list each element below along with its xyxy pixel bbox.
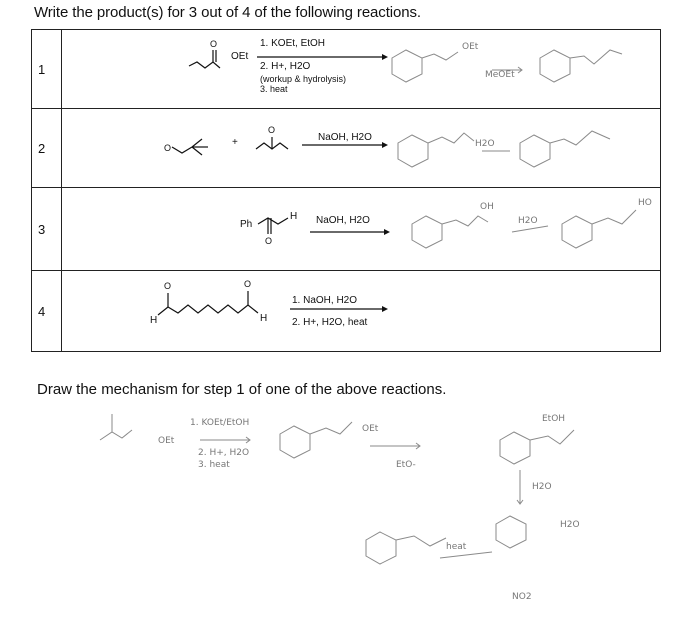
question-title: Write the product(s) for 3 out of 4 of the following reactions. xyxy=(34,4,421,21)
reaction-4-condition-2: 2. H+, H2O, heat xyxy=(292,317,368,328)
reaction-number-1: 1 xyxy=(32,30,62,109)
reaction-4-substrate-label-1: H xyxy=(150,315,158,326)
reaction-row-4 xyxy=(32,271,661,352)
reaction-number-4: 4 xyxy=(32,271,62,352)
reaction-3-condition-1: NaOH, H2O xyxy=(316,215,370,226)
reaction-cell-4 xyxy=(62,271,661,352)
reaction-2-plus: + xyxy=(232,137,238,148)
reaction-row-3 xyxy=(32,188,661,271)
reaction-3-drawing xyxy=(62,188,668,270)
reaction-1-substrate-label: OEt xyxy=(231,51,249,62)
reaction-1-condition-4: 3. heat xyxy=(260,84,288,94)
mechanism-note-2: 1. KOEt/EtOH xyxy=(190,418,250,428)
svg-text:O: O xyxy=(265,236,273,246)
reaction-2-condition-1: NaOH, H2O xyxy=(318,132,372,143)
mechanism-note-7: EtOH xyxy=(542,414,566,424)
reaction-3-handwritten-3: HO xyxy=(638,198,652,208)
reaction-1-handwritten-2: MeOEt xyxy=(485,70,515,80)
svg-text:O: O xyxy=(244,279,252,289)
reaction-cell-2 xyxy=(62,109,661,188)
reaction-2-drawing xyxy=(62,109,668,187)
reaction-1-handwritten-1: OEt xyxy=(462,42,479,52)
reaction-row-2 xyxy=(32,109,661,188)
reaction-cell-1 xyxy=(62,30,661,109)
mechanism-prompt: Draw the mechanism for step 1 of one of the above reactions. xyxy=(37,381,447,398)
svg-text:O: O xyxy=(268,125,276,135)
reaction-cell-3 xyxy=(62,188,661,271)
mechanism-note-5: OEt xyxy=(362,424,379,434)
reaction-1-substrate xyxy=(189,62,220,68)
reaction-2-handwritten-1: H2O xyxy=(475,139,495,149)
mechanism-note-9: heat xyxy=(446,542,467,552)
reaction-row-1 xyxy=(32,30,661,109)
reaction-2-substrate-2 xyxy=(256,143,288,149)
reaction-4-substrate xyxy=(158,305,258,315)
reaction-4-condition-1: 1. NaOH, H2O xyxy=(292,295,358,306)
mechanism-note-3: 2. H+, H2O xyxy=(198,448,250,458)
mechanism-note-4: 3. heat xyxy=(198,460,230,470)
svg-text:O: O xyxy=(164,281,172,291)
reaction-number-3: 3 xyxy=(32,188,62,271)
mechanism-note-10: H2O xyxy=(560,520,580,530)
reaction-3-substrate-label-1: Ph xyxy=(240,219,253,230)
reaction-3-substrate xyxy=(258,218,288,224)
reaction-1-condition-1: 1. KOEt, EtOH xyxy=(260,38,326,49)
reaction-4-substrate-label-2: H xyxy=(260,313,268,324)
svg-text:O: O xyxy=(164,143,172,153)
reaction-1-condition-2: 2. H+, H2O xyxy=(260,61,311,72)
svg-text:O: O xyxy=(210,39,218,49)
mechanism-note-6: EtO- xyxy=(396,460,416,470)
reactions-table xyxy=(31,29,661,352)
reaction-1-drawing xyxy=(62,30,668,108)
reaction-1-handwritten-product xyxy=(392,50,422,82)
reaction-number-2: 2 xyxy=(32,109,62,188)
reaction-3-handwritten-product xyxy=(412,216,442,248)
reaction-2-handwritten-product xyxy=(398,135,428,167)
mechanism-note-1: OEt xyxy=(158,436,175,446)
reaction-3-substrate-label-2: H xyxy=(290,211,298,222)
reaction-2-substrate-1 xyxy=(172,147,192,153)
reaction-4-drawing xyxy=(62,271,668,351)
mechanism-note-11: NO2 xyxy=(512,592,532,602)
reaction-3-handwritten-2: H2O xyxy=(518,216,538,226)
mechanism-note-8: H2O xyxy=(532,482,552,492)
reaction-1-condition-3: (workup & hydrolysis) xyxy=(260,74,347,84)
reaction-3-handwritten-1: OH xyxy=(480,202,494,212)
